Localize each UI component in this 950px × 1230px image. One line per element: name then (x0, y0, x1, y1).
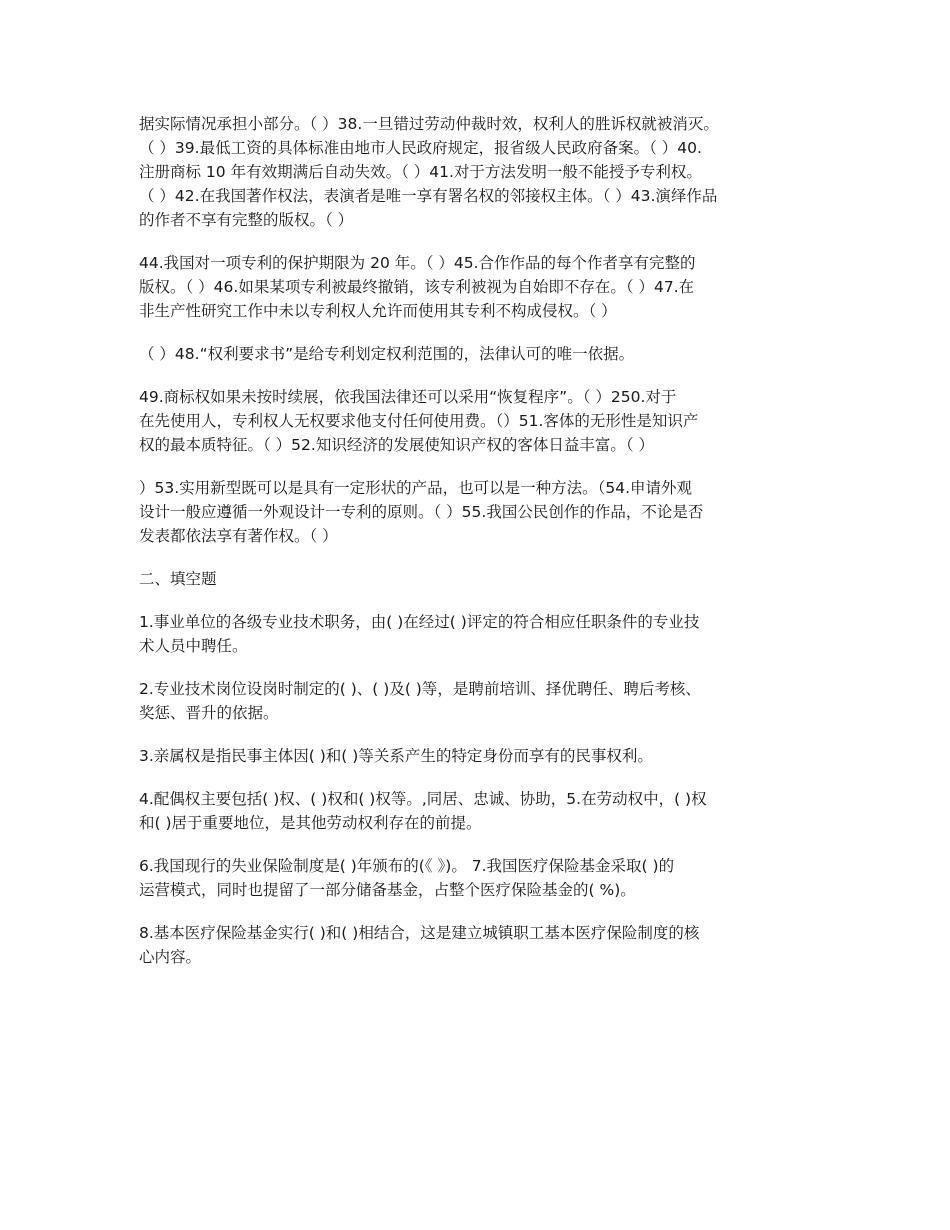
text-line: 的作者不享有完整的版权。（ ） (139, 211, 354, 229)
document-body (139, 112, 815, 988)
text-line: 2.专业技术岗位设岗时制定的( )、( )及( )等，是聘前培训、择优聘任、聘后考核、 (139, 680, 701, 698)
text-line: 1.事业单位的各级专业技术职务，由( )在经过( )评定的符合相应任职条件的专业技 (139, 613, 700, 631)
text-line: 49.商标权如果未按时续展，依我国法律还可以采用“恢复程序”。（ ）250.对于 (139, 388, 677, 406)
paragraph (139, 476, 815, 548)
text-line: 术人员中聘任。 (139, 637, 248, 655)
text-line: 据实际情况承担小部分。（ ）38.一旦错过劳动仲裁时效，权利人的胜诉权就被消灭。 (139, 115, 719, 133)
text-line: 版权。（ ）46.如果某项专利被最终撤销，该专利被视为自始即不存在。（ ）47.在 (139, 278, 695, 296)
text-line: （ ）39.最低工资的具体标准由地市人民政府规定，报省级人民政府备案。（ ）40. (139, 139, 702, 157)
text-line: 6.我国现行的失业保险制度是( )年颁布的(《 》)。 7.我国医疗保险基金采取( )的 (139, 857, 675, 875)
text-line: 二、填空题 (139, 570, 217, 588)
paragraph (139, 342, 815, 366)
paragraph (139, 921, 815, 969)
paragraph (139, 385, 815, 457)
paragraph (139, 744, 815, 768)
text-line: （ ）42.在我国著作权法，表演者是唯一享有署名权的邻接权主体。（ ）43.演绎作品 (139, 187, 718, 205)
text-line: （ ）48.“权利要求书”是给专利划定权利范围的，法律认可的唯一依据。 (139, 345, 635, 363)
paragraph (139, 567, 815, 591)
text-line: 3.亲属权是指民事主体因( )和( )等关系产生的特定身份而享有的民事权利。 (139, 747, 653, 765)
text-line: 权的最本质特征。（ ）52.知识经济的发展使知识产权的客体日益丰富。（ ） (139, 436, 655, 454)
text-line: 发表都依法享有著作权。（ ） (139, 527, 338, 545)
text-line: 注册商标 10 年有效期满后自动失效。（ ）41.对于方法发明一般不能授予专利权。 (139, 163, 702, 181)
text-line: 非生产性研究工作中未以专利权人允许而使用其专利不构成侵权。（ ） (139, 302, 617, 320)
text-line: 运营模式，同时也提留了一部分储备基金，占整个医疗保险基金的( %)。 (139, 881, 636, 899)
text-line: 在先使用人，专利权人无权要求他支付任何使用费。（）51.客体的无形性是知识产 (139, 412, 699, 430)
text-line: 8.基本医疗保险基金实行( )和( )相结合，这是建立城镇职工基本医疗保险制度的核 (139, 924, 700, 942)
text-line: 奖惩、晋升的依据。 (139, 704, 279, 722)
paragraph (139, 112, 815, 232)
text-line: 设计一般应遵循一外观设计一专利的原则。（ ）55.我国公民创作的作品，不论是否 (139, 503, 704, 521)
paragraph (139, 610, 815, 658)
paragraph (139, 677, 815, 725)
paragraph (139, 787, 815, 835)
text-line: 44.我国对一项专利的保护期限为 20 年。（ ）45.合作作品的每个作者享有完整的 (139, 254, 696, 272)
text-line: 心内容。 (139, 948, 202, 966)
text-line: 4.配偶权主要包括( )权、( )权和( )权等。,同居、忠诚、协助，5.在劳动权中，( )权 (139, 790, 707, 808)
text-line: ）53.实用新型既可以是具有一定形状的产品，也可以是一种方法。（54.申请外观 (139, 479, 693, 497)
paragraph (139, 251, 815, 323)
text-line: 和( )居于重要地位，是其他劳动权利存在的前提。 (139, 814, 482, 832)
paragraph (139, 854, 815, 902)
